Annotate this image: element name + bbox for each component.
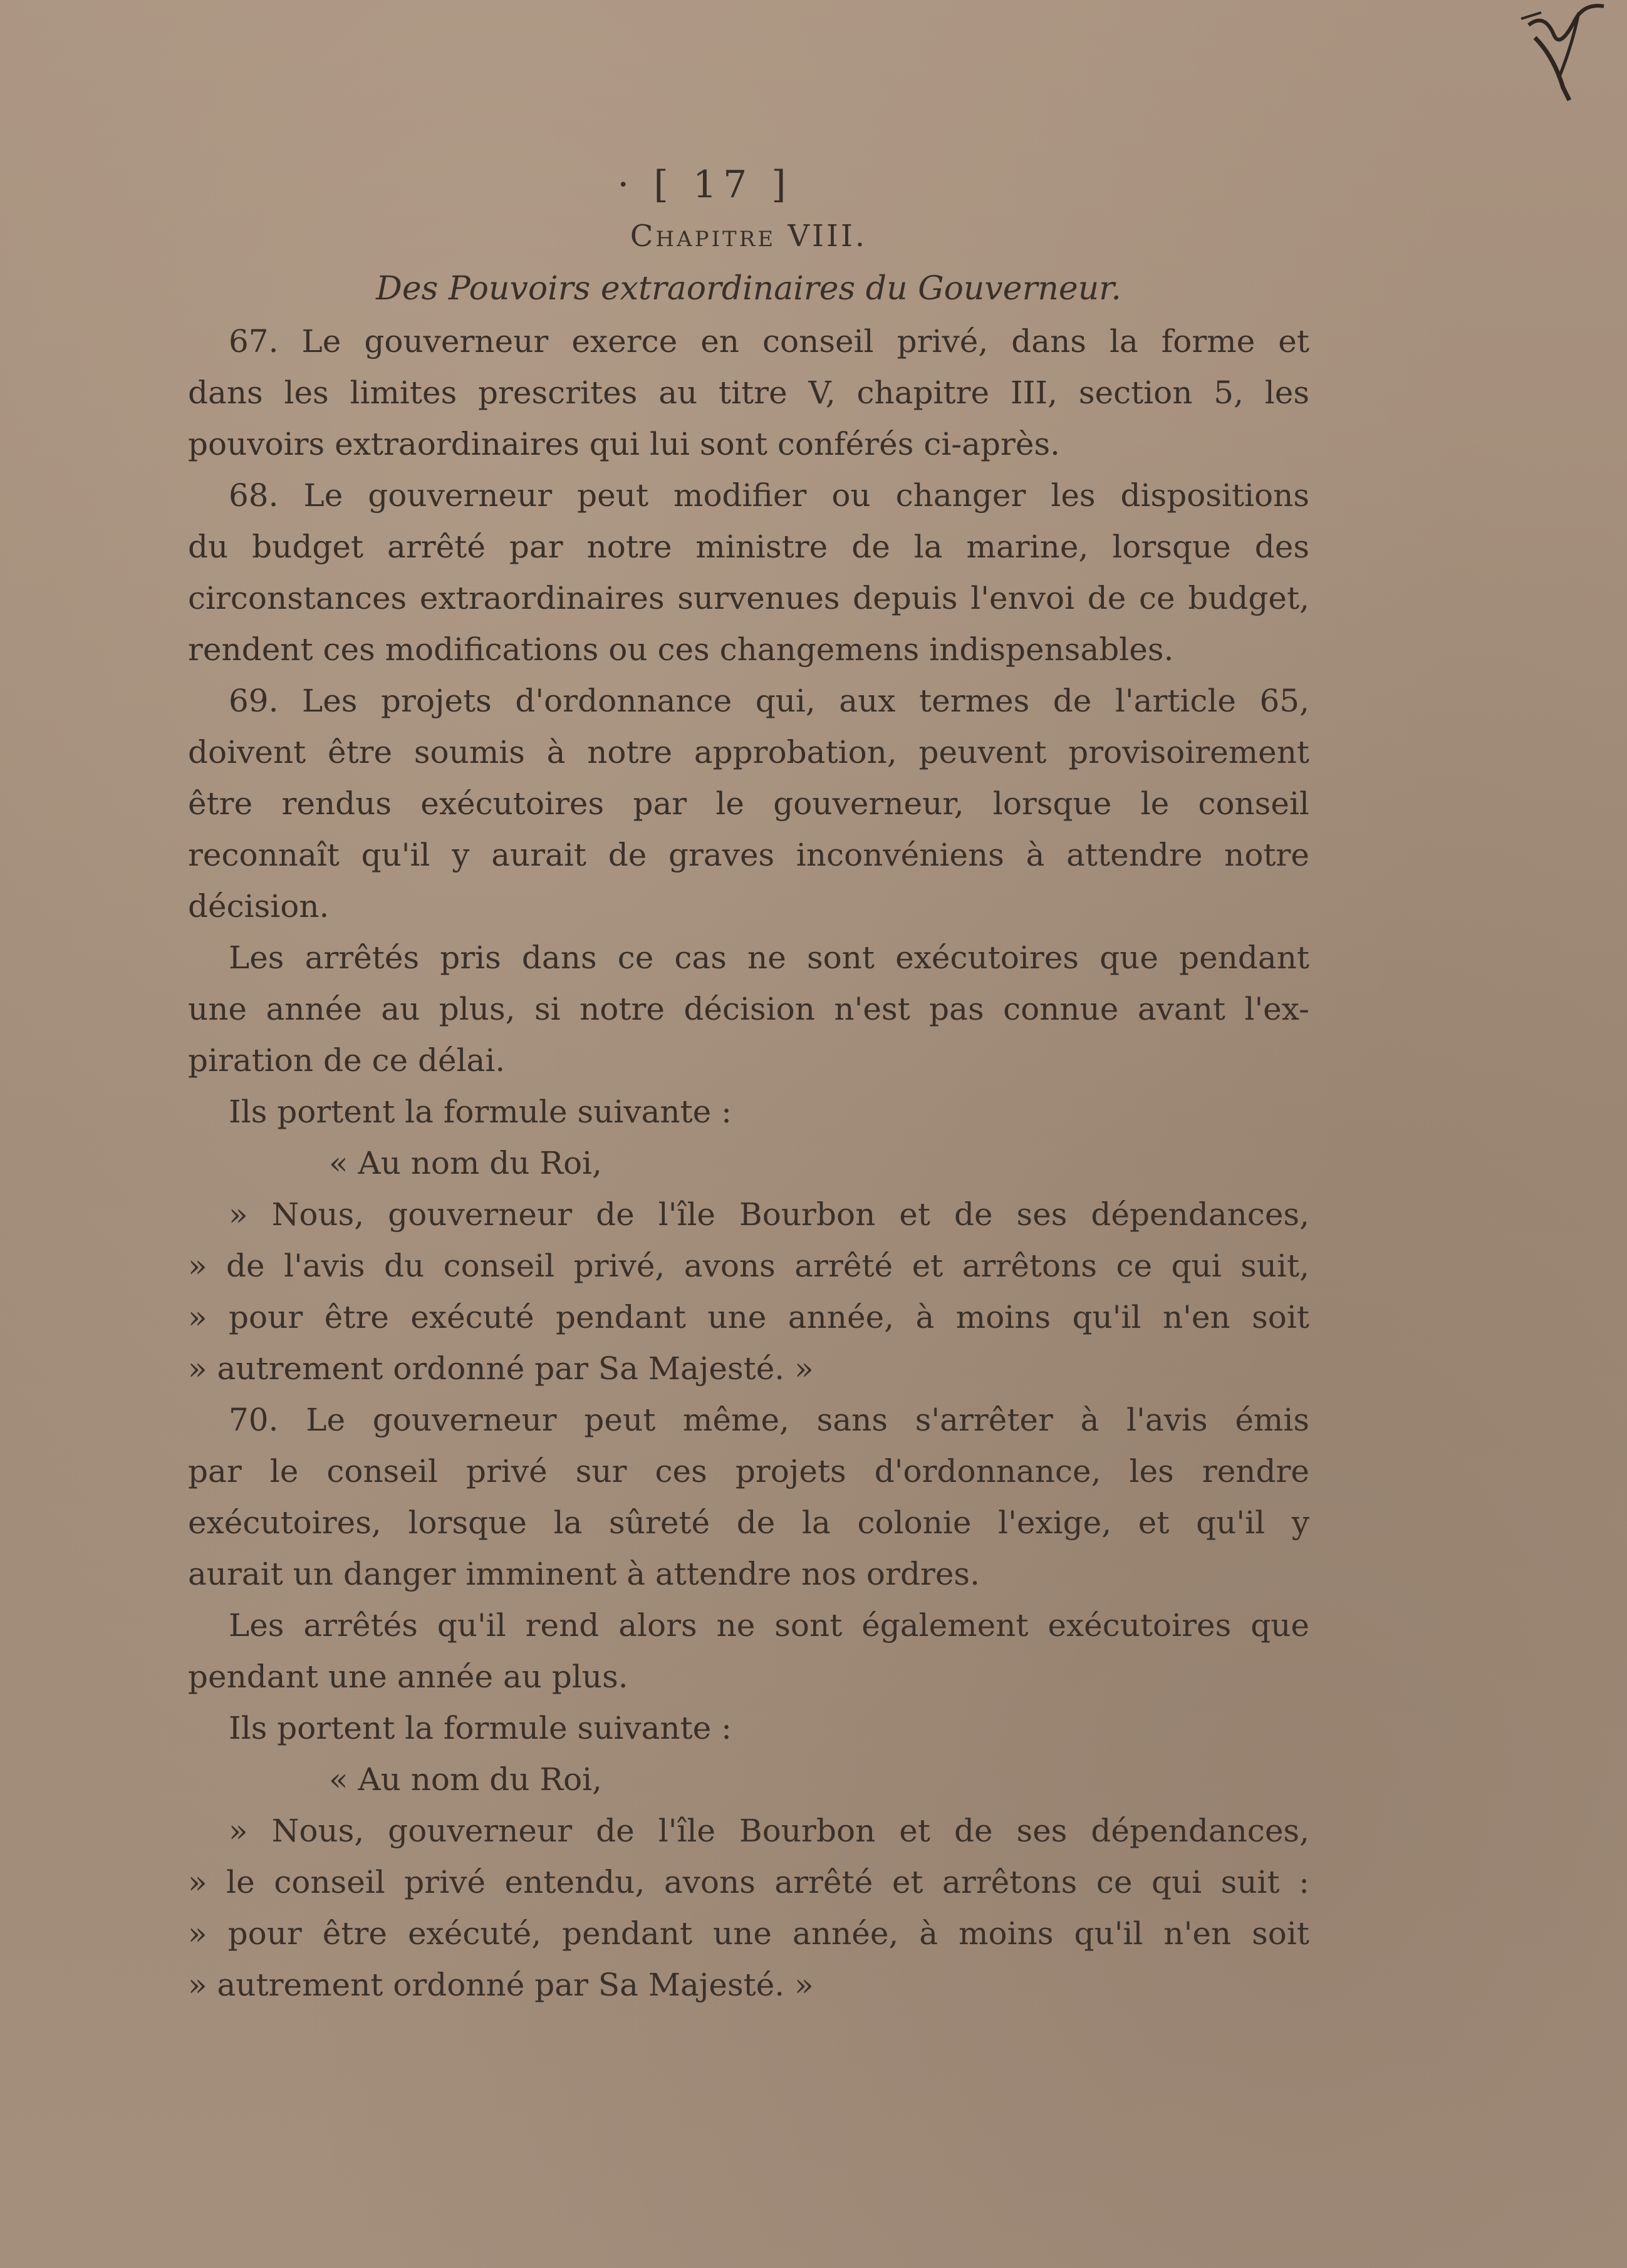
text-line: Ils portent la formule suivante : [229,1094,732,1130]
text-line: circonstances extraordinaires survenues depuis l'envoi de ce budget, [188,580,1309,616]
text-line: Les arrêtés qu'il rend alors ne sont également exécutoires que [229,1607,1309,1644]
text-line: » autrement ordonné par Sa Majesté. » [188,1967,814,2003]
text-line: dans les limites prescrites au titre V, chapitre III, section 5, les [188,375,1309,411]
text-line: doivent être soumis à notre approbation, peuvent provisoirement [188,734,1309,770]
text-line: » Nous, gouverneur de l'île Bourbon et de ses dépendances, [229,1196,1309,1233]
text-line: 69. Les projets d'ordonnance qui, aux termes de l'article 65, [229,683,1309,719]
text-line: pouvoirs extraordinaires qui lui sont conférés ci-après. [188,426,1061,462]
text-line: décision. [188,888,330,924]
chapter-heading: Chapitre VIII. [630,219,868,254]
handwritten-folio-mark [1516,0,1616,106]
text-line: exécutoires, lorsque la sûreté de la colonie l'exige, et qu'il y [188,1504,1309,1541]
text-line: 67. Le gouverneur exerce en conseil privé, dans la forme et [229,323,1309,360]
text-line: » pour être exécuté, pendant une année, à moins qu'il n'en soit [188,1915,1309,1952]
text-line: » autrement ordonné par Sa Majesté. » [188,1350,814,1387]
text-line: » le conseil privé entendu, avons arrêté et arrêtons ce qui suit : [188,1864,1309,1900]
text-line: aurait un danger imminent à attendre nos ordres. [188,1556,980,1592]
text-line: Ils portent la formule suivante : [229,1710,732,1746]
text-line: » de l'avis du conseil privé, avons arrêté et arrêtons ce qui suit, [188,1248,1309,1284]
text-line: reconnaît qu'il y aurait de graves inconvéniens à attendre notre [188,837,1309,873]
page-number: · [ 17 ] [617,163,793,207]
text-line: 70. Le gouverneur peut même, sans s'arrêter à l'avis émis [229,1402,1309,1438]
text-line: rendent ces modifications ou ces changemens indispensables. [188,631,1174,668]
text-line: Les arrêtés pris dans ce cas ne sont exécutoires que pendant [229,940,1309,976]
text-block [188,160,1309,2011]
text-line: pendant une année au plus. [188,1659,628,1695]
text-line: 68. Le gouverneur peut modifier ou changer les dispositions [229,477,1309,514]
chapter-title: Des Pouvoirs extraordinaires du Gouverneur. [376,270,1121,308]
text-line: une année au plus, si notre décision n'est pas connue avant l'ex- [188,991,1309,1027]
text-line: du budget arrêté par notre ministre de la marine, lorsque des [188,529,1309,565]
text-line: » pour être exécuté pendant une année, à moins qu'il n'en soit [188,1299,1309,1335]
text-line: par le conseil privé sur ces projets d'ordonnance, les rendre [188,1453,1309,1489]
text-line: être rendus exécutoires par le gouverneur, lorsque le conseil [188,785,1309,822]
text-line: piration de ce délai. [188,1042,506,1079]
body-text [188,316,1309,2011]
text-line: « Au nom du Roi, [329,1761,603,1798]
text-line: » Nous, gouverneur de l'île Bourbon et de ses dépendances, [229,1813,1309,1849]
text-line: « Au nom du Roi, [329,1145,603,1181]
